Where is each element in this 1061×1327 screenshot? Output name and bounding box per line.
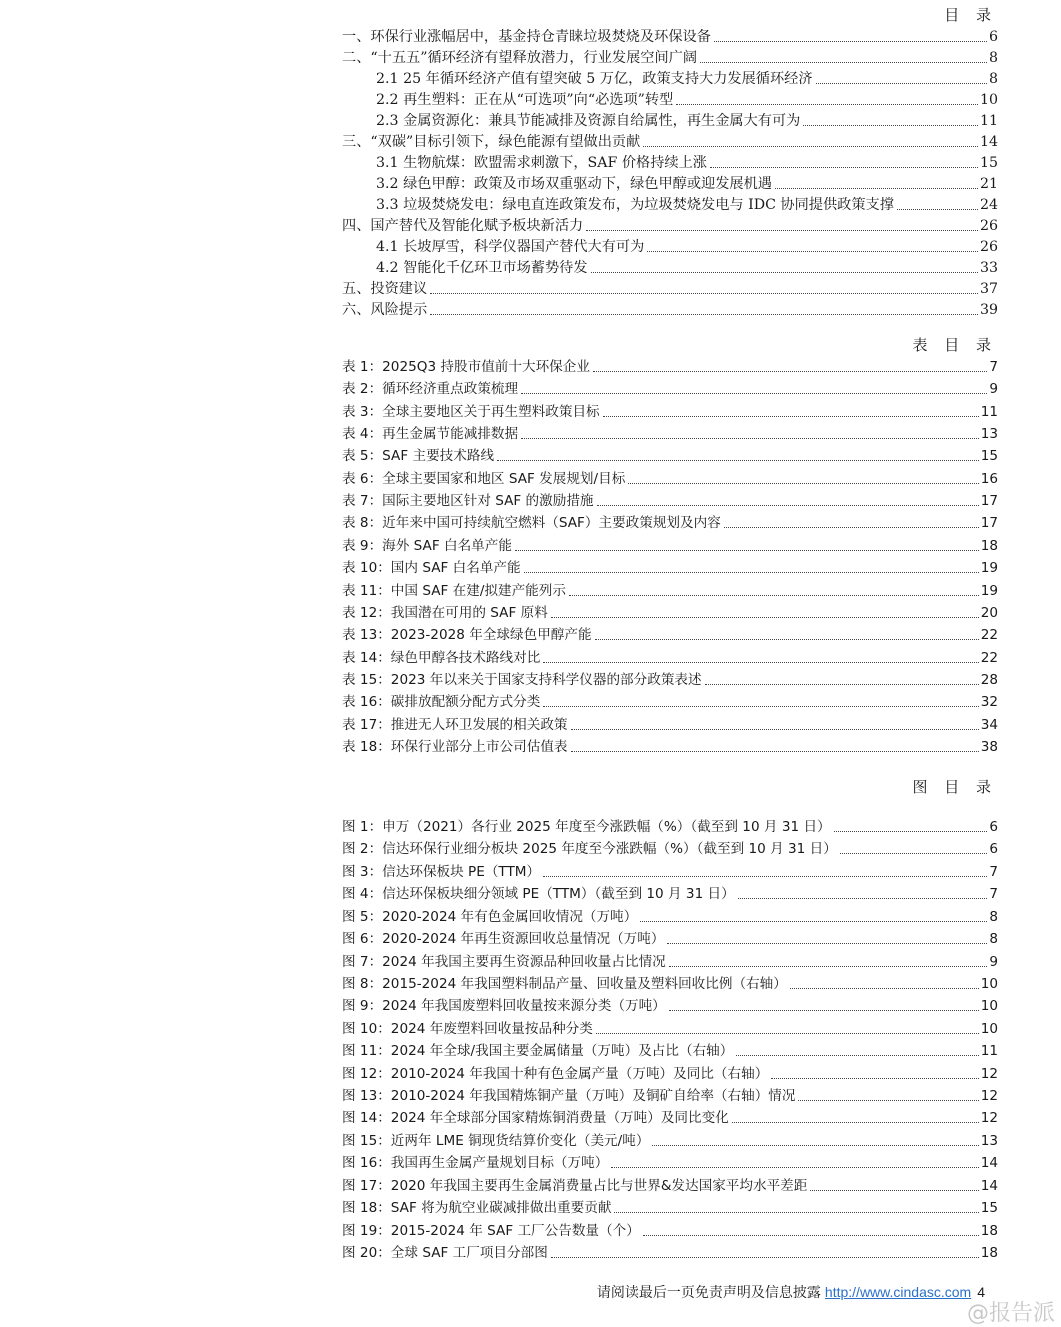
dot-leader [771,1078,978,1079]
table-entry[interactable] [342,467,998,488]
figure-entry-title: 图 14：2024 年全球部分国家精炼铜消费量（万吨）及同比变化 [342,1110,729,1127]
figure-entry-page: 15 [980,1200,998,1217]
toc-heading: 目 录 [944,6,997,24]
table-entry-page: 19 [980,582,998,599]
figure-entry[interactable] [342,1062,998,1083]
figure-entry-page: 8 [989,908,998,925]
dot-leader [775,188,978,189]
table-entry-page: 22 [980,649,998,666]
dot-leader [571,751,979,752]
dot-leader [705,684,979,685]
toc-entry[interactable] [376,88,998,109]
figure-entry-page: 18 [980,1222,998,1239]
dot-leader [596,1033,979,1034]
table-entry-title: 表 13：2023-2028 年全球绿色甲醇产能 [342,627,592,644]
table-entry-title: 表 2：循环经济重点政策梳理 [342,381,519,398]
table-entry-page: 16 [980,470,998,487]
figure-entry-title: 图 5：2020-2024 年有色金属回收情况（万吨） [342,908,638,925]
tables-heading: 表 目 录 [912,336,997,354]
dot-leader [543,706,978,707]
figure-entry[interactable] [342,882,998,903]
figure-entry[interactable] [342,1241,998,1262]
toc-entry-title: 4.1 长坡厚雪，科学仪器国产替代大有可为 [376,239,645,255]
dot-leader [543,876,987,877]
table-entry[interactable] [342,444,998,465]
table-entry-page: 28 [980,671,998,688]
dot-leader [897,209,978,210]
figure-entry-page: 8 [989,931,998,948]
toc-entry-title: 二、“十五五”循环经济有望释放潜力，行业发展空间广阔 [342,50,698,66]
table-entry[interactable] [342,489,998,510]
figure-entry[interactable] [342,815,998,836]
dot-leader [652,1145,978,1146]
figure-entry-title: 图 9：2024 年我国废塑料回收量按来源分类（万吨） [342,998,666,1015]
dot-leader [790,988,979,989]
footer-link[interactable]: http://www.cindasc.com [824,1284,972,1300]
toc-entry-title: 2.2 再生塑料：正在从“可选项”向“必选项”转型 [376,92,674,108]
figure-entry[interactable] [342,1084,998,1105]
toc-entry-title: 2.3 金属资源化：兼具节能减排及资源自给属性，再生金属大有可为 [376,113,801,129]
toc-entry-page: 39 [979,302,998,318]
table-entry-page: 19 [980,560,998,577]
figure-entry[interactable] [342,950,998,971]
dot-leader [551,617,979,618]
figure-entry-title: 图 15：近两年 LME 铜现货结算价变化（美元/吨） [342,1132,650,1149]
figure-entry-title: 图 3：信达环保板块 PE（TTM） [342,863,541,880]
dot-leader [521,393,987,394]
dot-leader [543,662,978,663]
table-entry-title: 表 1：2025Q3 持股市值前十大环保企业 [342,359,590,375]
table-entry-title: 表 18：环保行业部分上市公司估值表 [342,738,568,755]
toc-entry-title: 2.1 25 年循环经济产值有望突破 5 万亿，政策支持大力发展循环经济 [376,71,813,87]
table-entry-page: 38 [980,738,998,755]
toc-entry-page: 33 [979,260,998,276]
dot-leader [647,251,978,252]
dot-leader [810,1190,978,1191]
table-entry-title: 表 10：国内 SAF 白名单产能 [342,560,521,577]
figure-entry-title: 图 12：2010-2024 年我国十种有色金属产量（万吨）及同比（右轴） [342,1065,769,1082]
dot-leader [714,41,987,42]
figure-entry-title: 图 11：2024 年全球/我国主要金属储量（万吨）及占比（右轴） [342,1043,734,1060]
figure-entry-title: 图 2：信达环保行业细分板块 2025 年度至今涨跌幅（%）（截至到 10 月 31 日） [342,841,837,858]
toc-entry-title: 4.2 智能化千亿环卫市场蓄势待发 [376,260,588,276]
figure-entry-title: 图 17：2020 年我国主要再生金属消费量占比与世界&发达国家平均水平差距 [342,1177,808,1194]
figure-entry[interactable] [342,1219,998,1240]
dot-leader [430,314,978,315]
table-entry-title: 表 15：2023 年以来关于国家支持科学仪器的部分政策表述 [342,671,702,688]
figure-entry-page: 7 [989,863,998,880]
figure-entry-page: 12 [980,1088,998,1105]
table-entry-title: 表 9：海外 SAF 白名单产能 [342,537,512,554]
table-entry-page: 34 [980,716,998,733]
toc-entry-page: 24 [979,197,998,213]
figure-entry-page: 6 [989,819,998,835]
figure-entry-title: 图 4：信达环保板块细分领域 PE（TTM）（截至到 10 月 31 日） [342,886,735,903]
toc-entry-title: 四、国产替代及智能化赋予板块新活力 [342,218,584,234]
toc-entry[interactable] [342,46,998,67]
toc-entry-page: 15 [979,155,998,171]
figure-entry-page: 10 [980,975,998,992]
table-entry[interactable] [342,355,998,376]
dot-leader [724,527,979,528]
figure-entry-page: 12 [980,1110,998,1127]
dot-leader [593,371,987,372]
figure-entry-title: 图 1：申万（2021）各行业 2025 年度至今涨跌幅（%）（截至到 10 月 31 日） [342,819,831,835]
table-entry[interactable] [342,400,998,421]
dot-leader [643,1235,979,1236]
figure-entry-page: 6 [989,841,998,858]
dot-leader [667,943,987,944]
table-entry-title: 表 12：我国潜在可用的 SAF 原料 [342,604,548,621]
toc-entry[interactable] [376,151,998,172]
table-entry-page: 20 [980,604,998,621]
table-entry[interactable] [342,601,998,622]
dot-leader [738,898,988,899]
table-entry-page: 32 [980,694,998,711]
toc-entry[interactable] [376,67,998,88]
table-entry-title: 表 4：再生金属节能减排数据 [342,426,519,443]
toc-entry[interactable] [342,277,998,298]
dot-leader [669,966,988,967]
table-entry[interactable] [342,623,998,644]
table-entry[interactable] [342,735,998,756]
toc-entry-title: 三、“双碳”目标引领下，绿色能源有望做出贡献 [342,134,641,150]
table-entry[interactable] [342,646,998,667]
dot-leader [676,104,978,105]
toc-entry[interactable] [376,235,998,256]
toc-entry[interactable] [376,172,998,193]
figure-entry-page: 10 [980,998,998,1015]
figure-entry-title: 图 13：2010-2024 年我国精炼铜产量（万吨）及铜矿自给率（右轴）情况 [342,1088,796,1105]
figure-entry-page: 10 [980,1020,998,1037]
figure-entry[interactable] [342,1151,998,1172]
toc-entry-page: 11 [979,113,998,129]
figure-entry-page: 14 [980,1155,998,1172]
figure-entry-title: 图 20：全球 SAF 工厂项目分部图 [342,1244,548,1261]
table-entry-page: 17 [980,493,998,510]
figures-heading: 图 目 录 [912,778,997,796]
dot-leader [700,62,987,63]
figure-entry-page: 7 [989,886,998,903]
figure-entry-title: 图 7：2024 年我国主要再生资源品种回收量占比情况 [342,953,666,970]
toc-entry-page: 26 [979,239,998,255]
figure-entry[interactable] [342,972,998,993]
figure-entry-page: 9 [989,953,998,970]
toc-entry-title: 五、投资建议 [342,281,428,297]
table-entry[interactable] [342,690,998,711]
dot-leader [524,572,979,573]
table-entry-page: 17 [980,515,998,532]
table-entry-page: 22 [980,627,998,644]
figure-entry[interactable] [342,1017,998,1038]
table-entry-page: 11 [980,403,998,420]
table-entry[interactable] [342,668,998,689]
table-entry-title: 表 5：SAF 主要技术路线 [342,448,495,465]
toc-entry[interactable] [342,298,998,319]
table-entry-page: 18 [980,537,998,554]
figure-entry[interactable] [342,860,998,881]
figure-entry-title: 图 16：我国再生金属产量规划目标（万吨） [342,1155,609,1172]
table-entry[interactable] [342,511,998,532]
dot-leader [614,1212,978,1213]
figure-entry-title: 图 18：SAF 将为航空业碳减排做出重要贡献 [342,1200,612,1217]
toc-entry-page: 14 [979,134,998,150]
figure-entry[interactable] [342,1106,998,1127]
dot-leader [834,831,988,832]
table-entry[interactable] [342,713,998,734]
dot-leader [816,83,987,84]
dot-leader [732,1122,979,1123]
dot-leader [430,293,978,294]
dot-leader [640,921,987,922]
table-entry-page: 7 [989,359,998,375]
toc-entry[interactable] [376,256,998,277]
toc-entry-title: 3.2 绿色甲醇：政策及市场双重驱动下，绿色甲醇或迎发展机遇 [376,176,772,192]
dot-leader [798,1100,978,1101]
table-entry[interactable] [342,377,998,398]
toc-entry-page: 8 [988,71,998,87]
figure-entry[interactable] [342,1174,998,1195]
table-entry-page: 15 [980,448,998,465]
table-entry[interactable] [342,556,998,577]
dot-leader [497,460,979,461]
dot-leader [736,1055,978,1056]
dot-leader [571,729,979,730]
figure-entry-page: 11 [980,1043,998,1060]
dot-leader [595,639,979,640]
table-entry[interactable] [342,579,998,600]
table-entry-title: 表 3：全球主要地区关于再生塑料政策目标 [342,403,600,420]
toc-entry-title: 3.1 生物航煤：欧盟需求刺激下，SAF 价格持续上涨 [376,155,707,171]
toc-entry[interactable] [342,214,998,235]
dot-leader [611,1167,978,1168]
page-footer [597,1282,985,1302]
toc-entry-page: 21 [979,176,998,192]
table-entry-title: 表 7：国际主要地区针对 SAF 的激励措施 [342,493,594,510]
dot-leader [586,230,978,231]
page-number: 4 [977,1284,985,1300]
table-entry-title: 表 14：绿色甲醇各技术路线对比 [342,649,541,666]
table-entry[interactable] [342,422,998,443]
toc-entry-page: 26 [979,218,998,234]
figure-entry-page: 18 [980,1244,998,1261]
dot-leader [597,505,979,506]
dot-leader [603,416,979,417]
table-entry-page: 13 [980,426,998,443]
toc-entry-page: 8 [988,50,998,66]
figure-entry[interactable] [342,905,998,926]
toc-entry[interactable] [342,130,998,151]
toc-entry-title: 六、风险提示 [342,302,428,318]
figure-entry[interactable] [342,1196,998,1217]
dot-leader [803,125,978,126]
toc-entry[interactable] [342,25,998,46]
dot-leader [551,1257,979,1258]
dot-leader [669,1010,979,1011]
table-entry-title: 表 17：推进无人环卫发展的相关政策 [342,716,568,733]
figure-entry[interactable] [342,837,998,858]
figure-entry[interactable] [342,927,998,948]
watermark: @报告派 [966,1301,1055,1326]
table-entry-page: 9 [989,381,998,398]
dot-leader [569,595,979,596]
dot-leader [840,853,988,854]
figure-entry-page: 14 [980,1177,998,1194]
figure-entry[interactable] [342,994,998,1015]
toc-entry-title: 3.3 垃圾焚烧发电：绿电直连政策发布，为垃圾焚烧发电与 IDC 协同提供政策支撑 [376,197,894,213]
figure-entry-title: 图 19：2015-2024 年 SAF 工厂公告数量（个） [342,1222,640,1239]
dot-leader [643,146,978,147]
table-entry-title: 表 6：全球主要国家和地区 SAF 发展规划/目标 [342,470,626,487]
table-entry-title: 表 8：近年来中国可持续航空燃料（SAF）主要政策规划及内容 [342,515,721,532]
figure-entry-title: 图 10：2024 年废塑料回收量按品种分类 [342,1020,593,1037]
toc-entry-title: 一、环保行业涨幅居中，基金持仓青睐垃圾焚烧及环保设备 [342,29,711,45]
figure-entry-page: 13 [980,1132,998,1149]
toc-entry-page: 37 [979,281,998,297]
figure-entry[interactable] [342,1039,998,1060]
figure-entry-title: 图 8：2015-2024 年我国塑料制品产量、回收量及塑料回收比例（右轴） [342,975,787,992]
toc-entry-page: 6 [988,29,998,45]
table-entry[interactable] [342,534,998,555]
dot-leader [628,483,978,484]
dot-leader [591,272,978,273]
dot-leader [710,167,978,168]
dot-leader [521,438,979,439]
figure-entry[interactable] [342,1129,998,1150]
table-entry-title: 表 11：中国 SAF 在建/拟建产能列示 [342,582,566,599]
figure-entry-page: 12 [980,1065,998,1082]
toc-entry[interactable] [376,193,998,214]
footer-disclaimer: 请阅读最后一页免责声明及信息披露 [596,1285,821,1301]
table-entry-title: 表 16：碳排放配额分配方式分类 [342,694,541,711]
toc-entry[interactable] [376,109,998,130]
figure-entry-title: 图 6：2020-2024 年再生资源回收总量情况（万吨） [342,931,665,948]
toc-entry-page: 10 [979,92,998,108]
dot-leader [515,550,979,551]
